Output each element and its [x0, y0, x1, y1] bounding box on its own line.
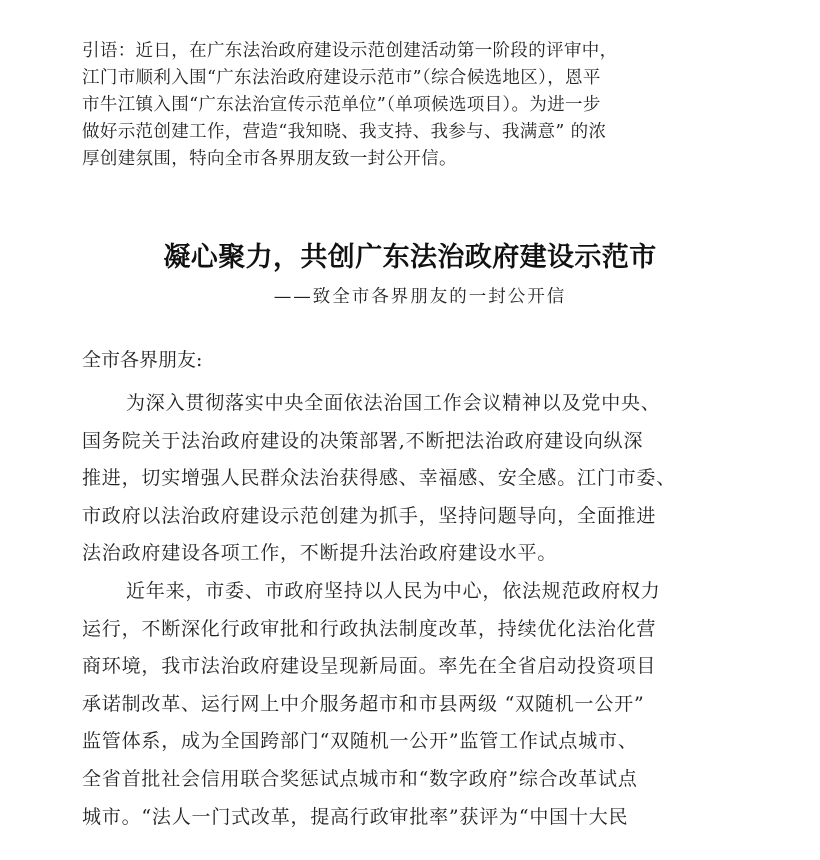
body-line: 为深入贯彻落实中央全面依法治国工作会议精神以及党中央、: [126, 392, 661, 414]
body-line: 监管体系，成为全国跨部门“双随机一公开”监管工作试点城市、: [82, 730, 638, 753]
body-line: 法治政府建设各项工作，不断提升法治政府建设水平。: [82, 542, 558, 565]
intro-line: 引语：近日，在广东法治政府建设示范创建活动第一阶段的评审中，: [82, 41, 618, 61]
document-subtitle: ——致全市各界朋友的一封公开信: [273, 287, 567, 307]
intro-paragraph: [82, 38, 782, 173]
intro-line: 厚创建氛围，特向全市各界朋友致一封公开信。: [82, 149, 457, 169]
intro-line: 做好示范创建工作，营造“我知晓、我支持、我参与、我满意” 的浓: [82, 122, 607, 142]
document-title: 凝心聚力，共创广东法治政府建设示范市: [163, 242, 657, 273]
body-line: 推进，切实增强人民群众法治获得感、幸福感、安全感。江门市委、: [82, 467, 677, 490]
letter-body: [82, 385, 782, 836]
body-line: 商环境，我市法治政府建设呈现新局面。率先在全省启动投资项目: [82, 655, 657, 678]
body-line: 运行，不断深化行政审批和行政执法制度改革，持续优化法治化营: [82, 617, 657, 640]
body-line: 近年来，市委、市政府坚持以人民为中心，依法规范政府权力: [126, 579, 661, 602]
body-line: 国务院关于法治政府建设的决策部署,不断把法治政府建设向纵深: [82, 429, 644, 452]
intro-line: 江门市顺利入围“广东法治政府建设示范市”（综合候选地区），恩平: [82, 68, 601, 88]
body-line: 承诺制改革、运行网上中介服务超市和市县两级 “双随机一公开”: [82, 692, 645, 715]
salutation: 全市各界朋友:: [82, 349, 203, 371]
body-line: 全省首批社会信用联合奖惩试点城市和“数字政府”综合改革试点: [82, 767, 638, 790]
intro-line: 市牛江镇入围“广东法治宣传示范单位”（单项候选项目）。为进一步: [82, 95, 601, 115]
body-line: 城市。“法人一门式改革，提高行政审批率”获评为“中国十大民: [82, 805, 629, 828]
body-line: 市政府以法治政府建设示范创建为抓手，坚持问题导向，全面推进: [82, 504, 657, 527]
